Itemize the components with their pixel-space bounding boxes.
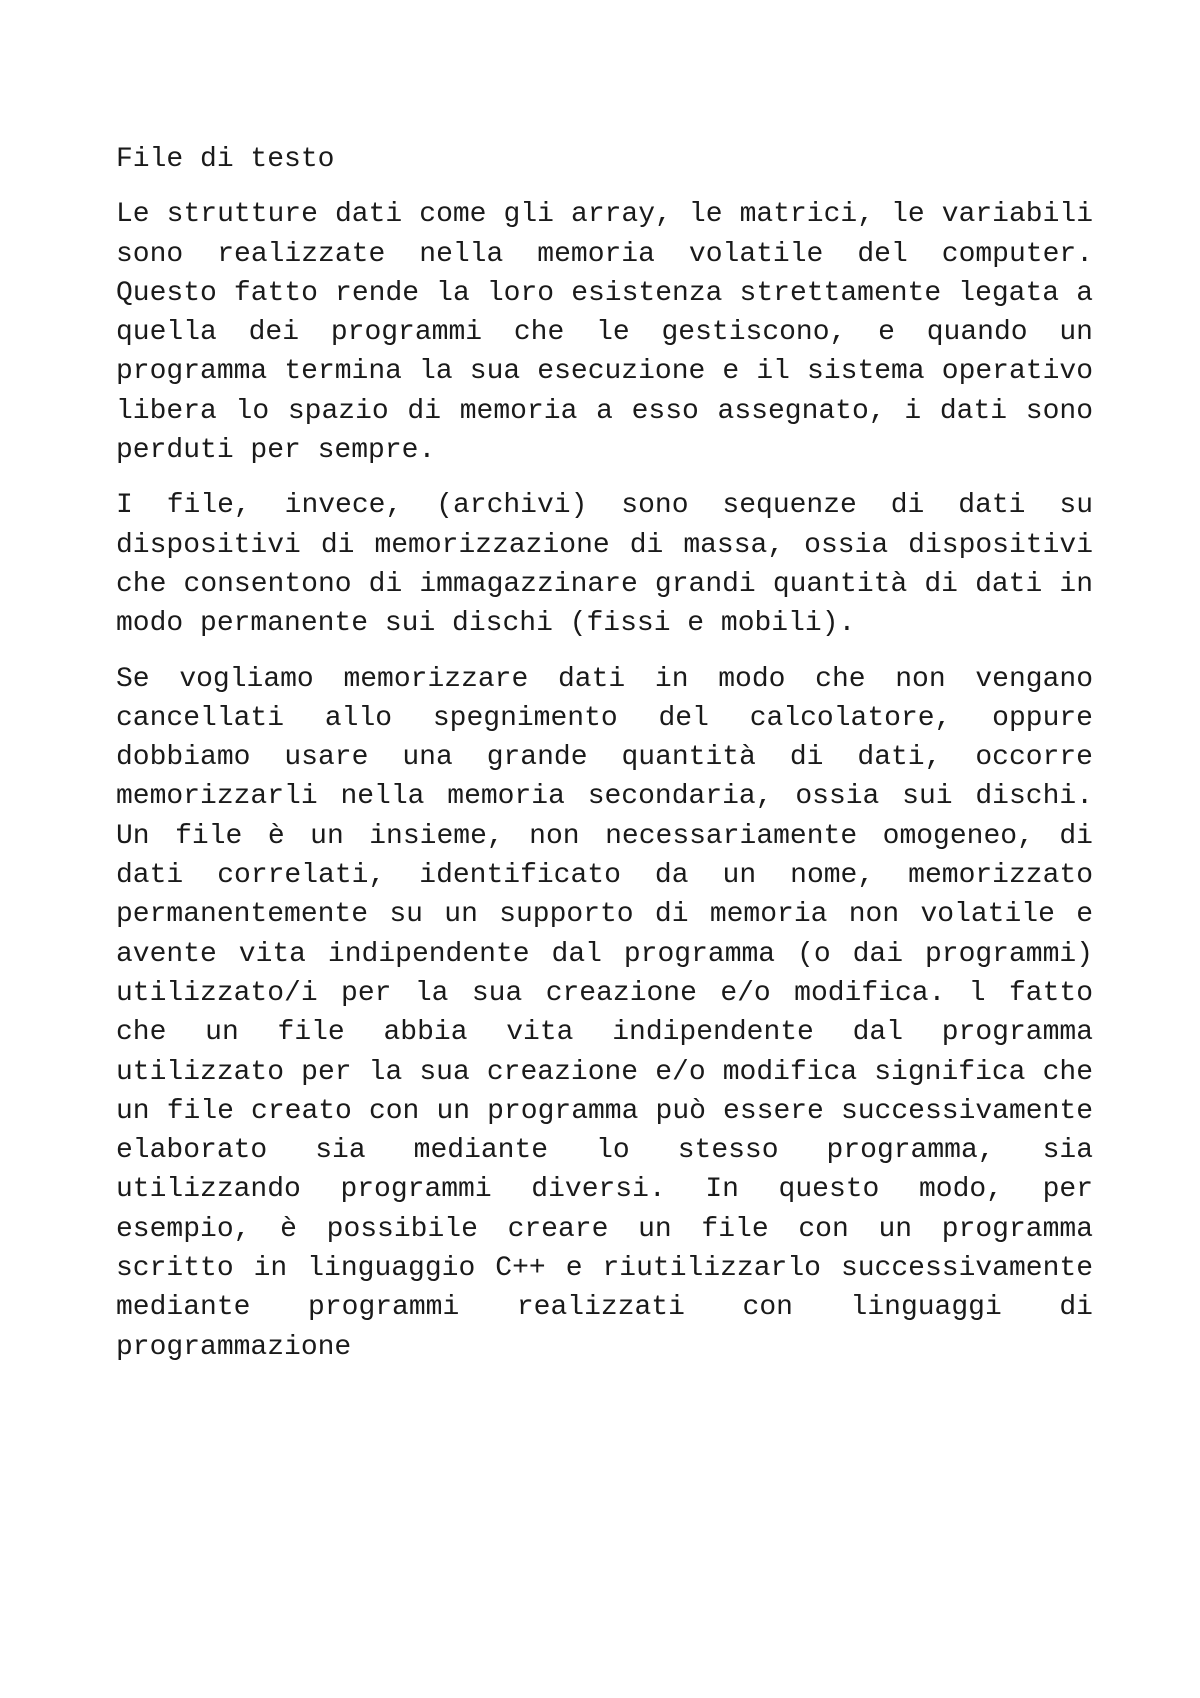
document-title: File di testo — [116, 144, 335, 175]
paragraph-volatile-memory: Le strutture dati come gli array, le matrici, le variabili sono realizzate nella memoria volatile del computer. Questo fatto rende la loro esistenza strettamente legata a quella dei programmi che le gestiscono, e quando un programma termina la sua esecuzione e il sistema operativo libera lo spazio di memoria a esso assegnato, i dati sono perduti per sempre. — [116, 199, 1093, 467]
paragraph-secondary-memory: Se vogliamo memorizzare dati in modo che non vengano cancellati allo spegnimento del calcolatore, oppure dobbiamo usare una grande quantità di dati, occorre memorizzarli nella memoria secondaria, ossia sui dischi. Un file è un insieme, non necessariamente omogeneo, di dati correlati, identificato da un nome, memorizzato permanentemente su un supporto di memoria non volatile e avente vita indipendente dal programma (o dai programmi) utilizzato/i per la sua creazione e/o modifica. l fatto che un file abbia vita indipendente dal programma utilizzato per la sua creazione e/o modifica significa che un file creato con un programma può essere successivamente elaborato sia mediante lo stesso programma, sia utilizzando programmi diversi. In questo modo, per esempio, è possibile creare un file con un programma scritto in linguaggio C++ e riutilizzarlo successivamente mediante programmi realizzati con linguaggi di programmazione — [116, 663, 1093, 1363]
document-body — [116, 140, 1093, 1383]
paragraph-files-definition: I file, invece, (archivi) sono sequenze di dati su dispositivi di memorizzazione di massa, ossia dispositivi che consentono di immagazzinare grandi quantità di dati in modo permanente sui dischi (fissi e mobili). — [116, 490, 1093, 640]
